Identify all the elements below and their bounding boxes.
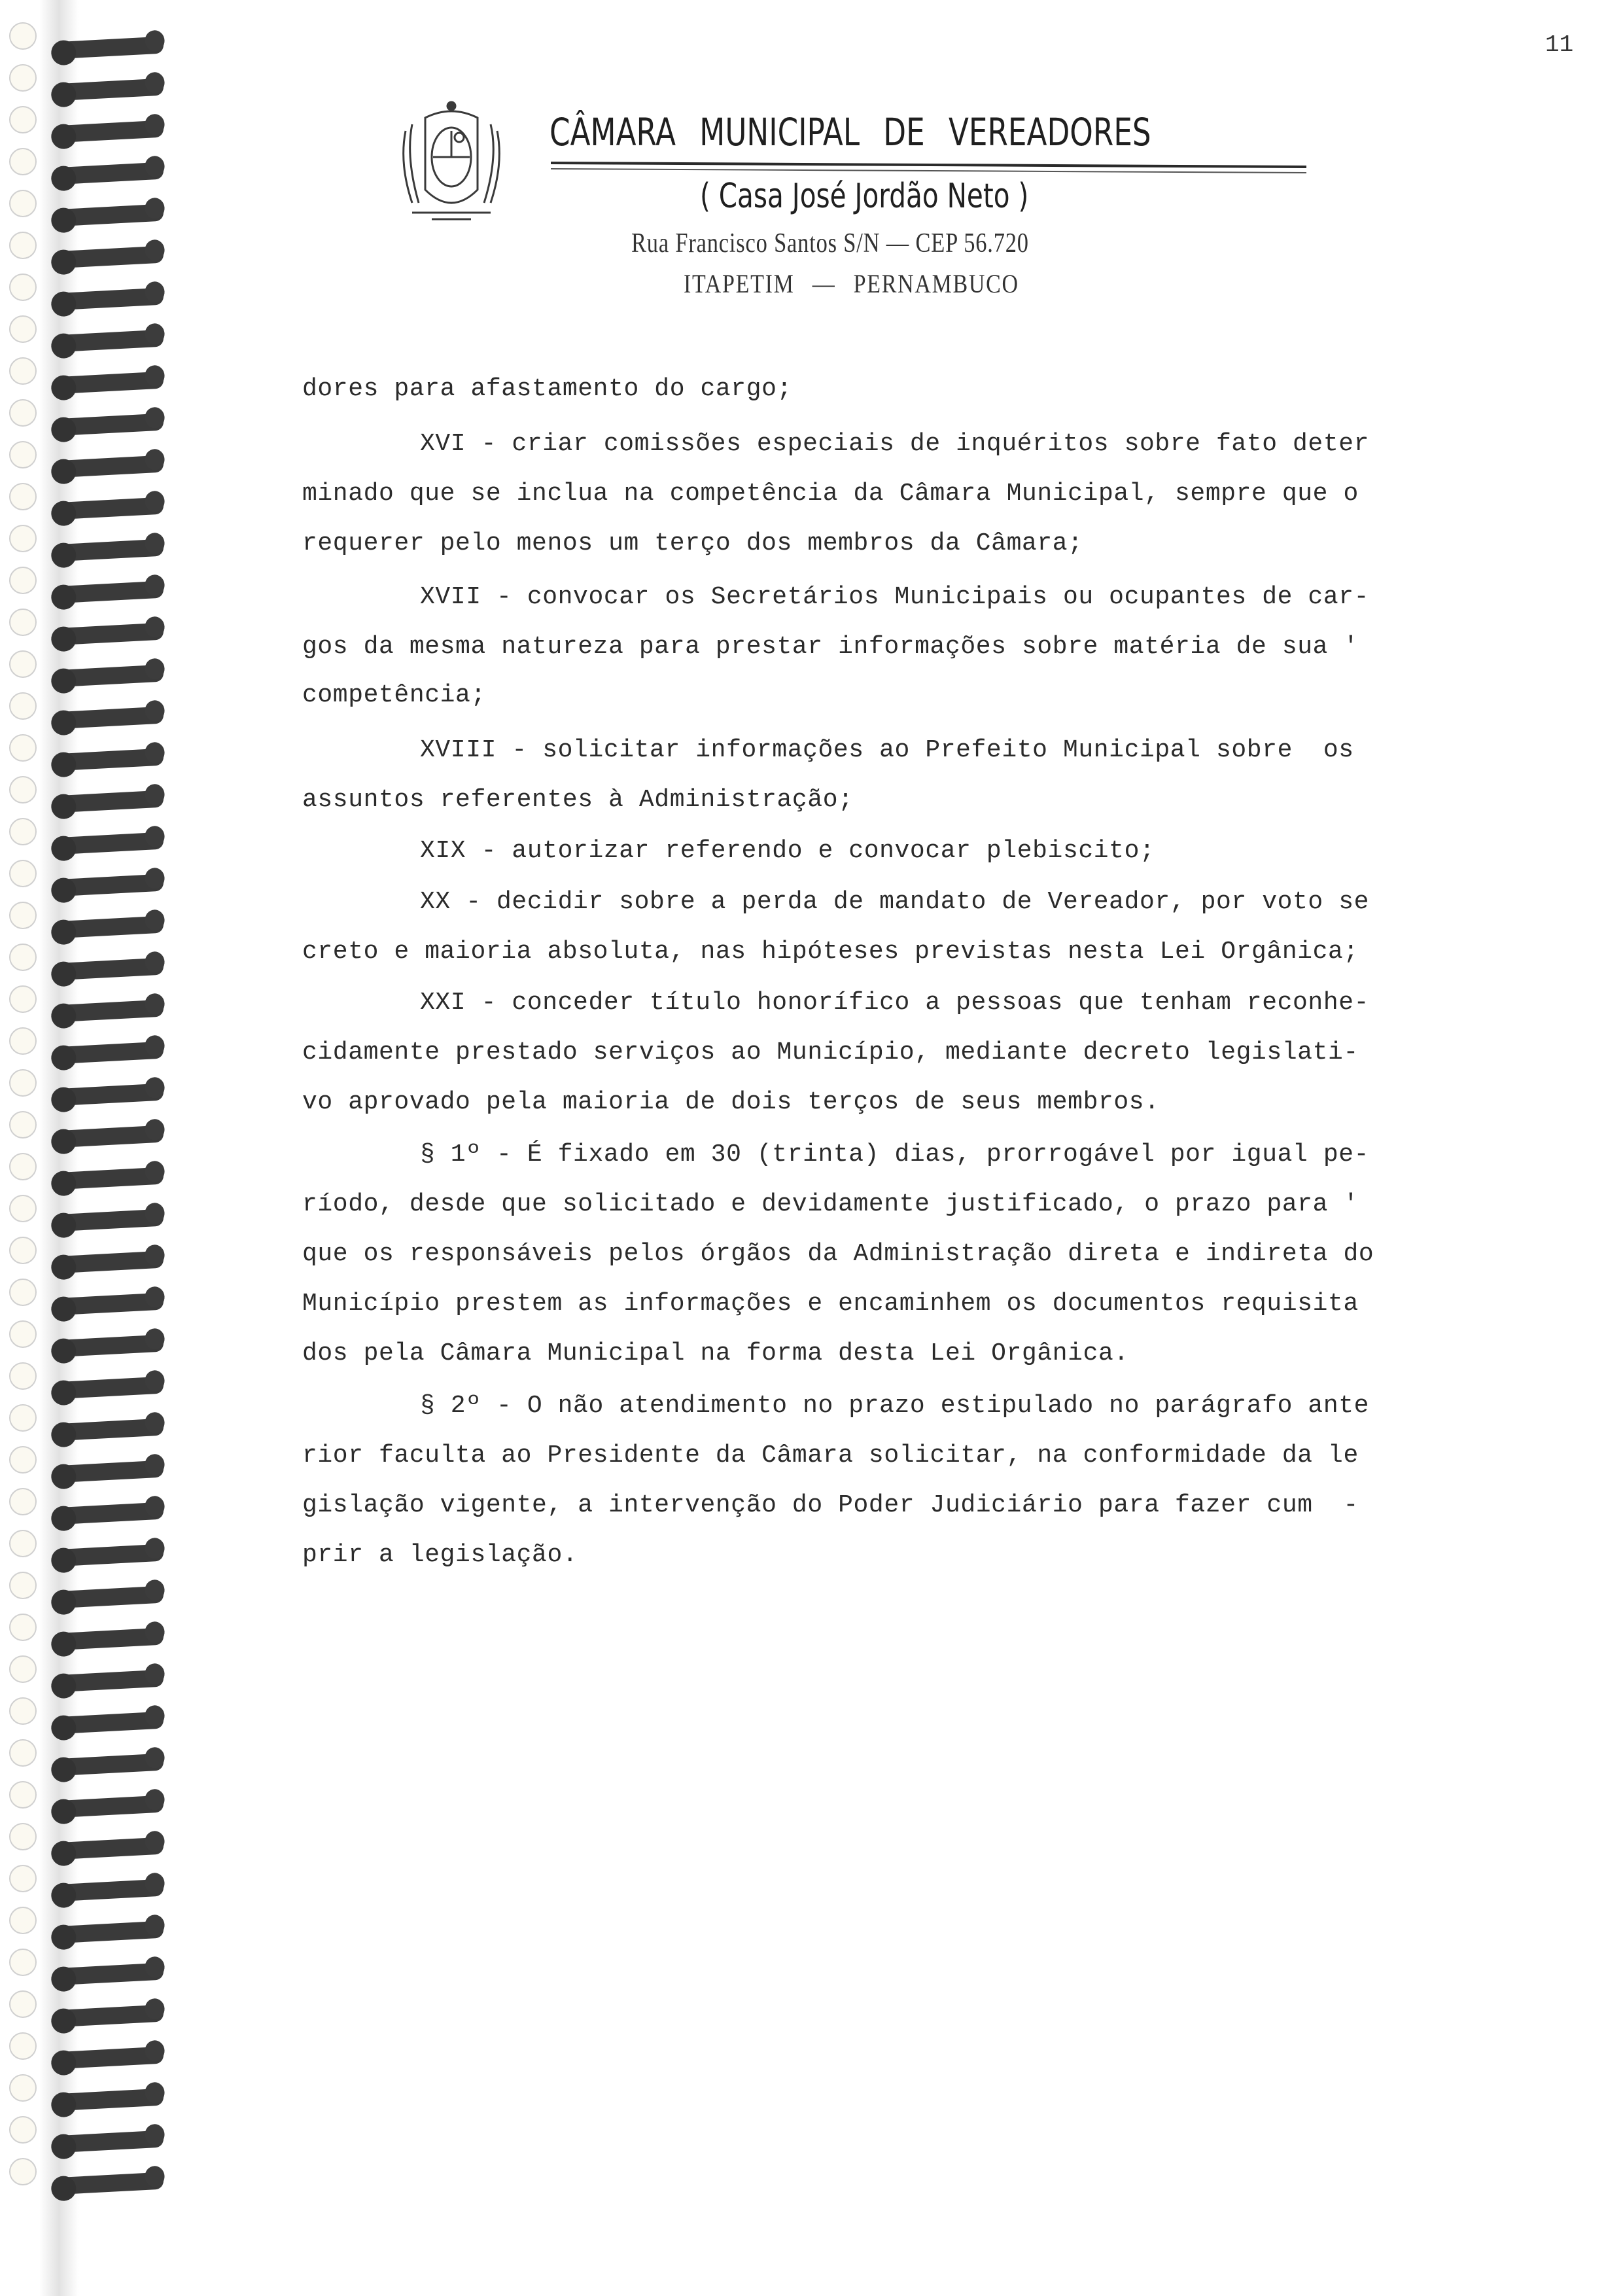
- text-line: minado que se inclua na competência da Câmara Municipal, sempre que o: [302, 480, 1359, 508]
- text-line: gislação vigente, a intervenção do Poder Judiciário para fazer cum -: [302, 1491, 1359, 1519]
- text-line: vo aprovado pela maioria de dois terços de seus membros.: [302, 1088, 1160, 1116]
- text-line: gos da mesma natureza para prestar informações sobre matéria de sua ': [302, 633, 1359, 661]
- text-line: ríodo, desde que solicitado e devidamente justificado, o prazo para ': [302, 1190, 1359, 1218]
- binding-hole: [9, 1739, 37, 1767]
- binding-hole: [9, 1362, 37, 1390]
- text-line: Município prestem as informações e encaminhem os documentos requisita: [302, 1290, 1359, 1318]
- text-line: creto e maioria absoluta, nas hipóteses previstas nesta Lei Orgânica;: [302, 938, 1359, 966]
- text-line: dores para afastamento do cargo;: [302, 375, 792, 403]
- binding-hole: [9, 1446, 37, 1474]
- binding-hole: [9, 2074, 37, 2102]
- text-line: XVIII - solicitar informações ao Prefeito Municipal sobre os: [420, 736, 1354, 764]
- binding-hole: [9, 1111, 37, 1139]
- title-underline: [551, 162, 1306, 168]
- binding-hole: [9, 567, 37, 594]
- binding-hole: [9, 22, 37, 50]
- binding-hole: [9, 1614, 37, 1641]
- binding-hole: [9, 2158, 37, 2185]
- text-line: prir a legislação.: [302, 1541, 578, 1569]
- binding-hole: [9, 190, 37, 217]
- text-line: XVII - convocar os Secretários Municipais ou ocupantes de car-: [420, 583, 1370, 611]
- page-number: 11: [1545, 31, 1574, 58]
- text-line: § 1º - É fixado em 30 (trinta) dias, prorrogável por igual pe-: [420, 1140, 1370, 1169]
- binding-hole: [9, 818, 37, 845]
- text-line: rior faculta ao Presidente da Câmara solicitar, na conformidade da le: [302, 1441, 1359, 1470]
- letterhead: [386, 85, 1335, 308]
- binding-hole: [9, 944, 37, 971]
- binding-hole: [9, 1781, 37, 1809]
- binding-hole: [9, 483, 37, 510]
- binding-hole: [9, 1153, 37, 1180]
- binding-hole: [9, 1655, 37, 1683]
- binding-hole: [9, 106, 37, 133]
- binding-hole: [9, 734, 37, 762]
- binding-hole: [9, 776, 37, 804]
- binding-hole: [9, 399, 37, 427]
- binding-hole: [9, 2116, 37, 2144]
- binding-hole: [9, 692, 37, 720]
- text-line: dos pela Câmara Municipal na forma desta Lei Orgânica.: [302, 1339, 1129, 1368]
- coat-of-arms-icon: [386, 92, 517, 229]
- binding-hole: [9, 1237, 37, 1264]
- binding-hole: [9, 1404, 37, 1432]
- binding-hole: [9, 2032, 37, 2060]
- binding-hole: [9, 1823, 37, 1850]
- binding-hole: [9, 609, 37, 636]
- institution-address: Rua Francisco Santos S/N — CEP 56.720: [631, 228, 1029, 258]
- binding-hole: [9, 902, 37, 929]
- institution-city: ITAPETIM — PERNAMBUCO: [684, 269, 1019, 298]
- text-line: que os responsáveis pelos órgãos da Administração direta e indireta do: [302, 1240, 1374, 1268]
- binding-hole: [9, 1907, 37, 1934]
- text-line: competência;: [302, 681, 486, 709]
- binding-hole: [9, 525, 37, 552]
- binding-hole: [9, 1865, 37, 1892]
- text-line: XXI - conceder título honorífico a pessoas que tenham reconhe-: [420, 989, 1370, 1017]
- binding-hole: [9, 441, 37, 468]
- binding-hole: [9, 1027, 37, 1055]
- binding-hole: [9, 148, 37, 175]
- spiral-binding: [0, 0, 164, 2296]
- text-line: cidamente prestado serviços ao Município, mediante decreto legislati-: [302, 1038, 1359, 1067]
- title-underline-thin: [551, 168, 1306, 173]
- text-line: assuntos referentes à Administração;: [302, 786, 854, 814]
- binding-hole: [9, 274, 37, 301]
- text-line: XVI - criar comissões especiais de inquéritos sobre fato deter: [420, 430, 1370, 458]
- binding-hole: [9, 357, 37, 385]
- text-line: XIX - autorizar referendo e convocar plebiscito;: [420, 837, 1155, 865]
- binding-hole: [9, 1320, 37, 1348]
- text-line: XX - decidir sobre a perda de mandato de Vereador, por voto se: [420, 888, 1370, 916]
- binding-hole: [9, 985, 37, 1013]
- binding-hole: [9, 1195, 37, 1222]
- text-line: § 2º - O não atendimento no prazo estipulado no parágrafo ante: [420, 1392, 1370, 1420]
- binding-hole: [9, 64, 37, 92]
- binding-hole: [9, 860, 37, 887]
- binding-hole: [9, 1279, 37, 1306]
- binding-hole: [9, 1697, 37, 1725]
- institution-title: CÂMARA MUNICIPAL DE VEREADORES: [550, 110, 1151, 154]
- binding-hole: [9, 1530, 37, 1557]
- binding-hole: [9, 1990, 37, 2018]
- binding-hole: [9, 1572, 37, 1599]
- binding-hole: [9, 1488, 37, 1515]
- text-line: requerer pelo menos um terço dos membros da Câmara;: [302, 529, 1083, 557]
- binding-hole: [9, 315, 37, 343]
- binding-hole: [9, 1069, 37, 1097]
- binding-hole: [9, 650, 37, 678]
- binding-hole: [9, 1949, 37, 1976]
- institution-subtitle: ( Casa José Jordão Neto ): [700, 177, 1029, 216]
- binding-hole: [9, 232, 37, 259]
